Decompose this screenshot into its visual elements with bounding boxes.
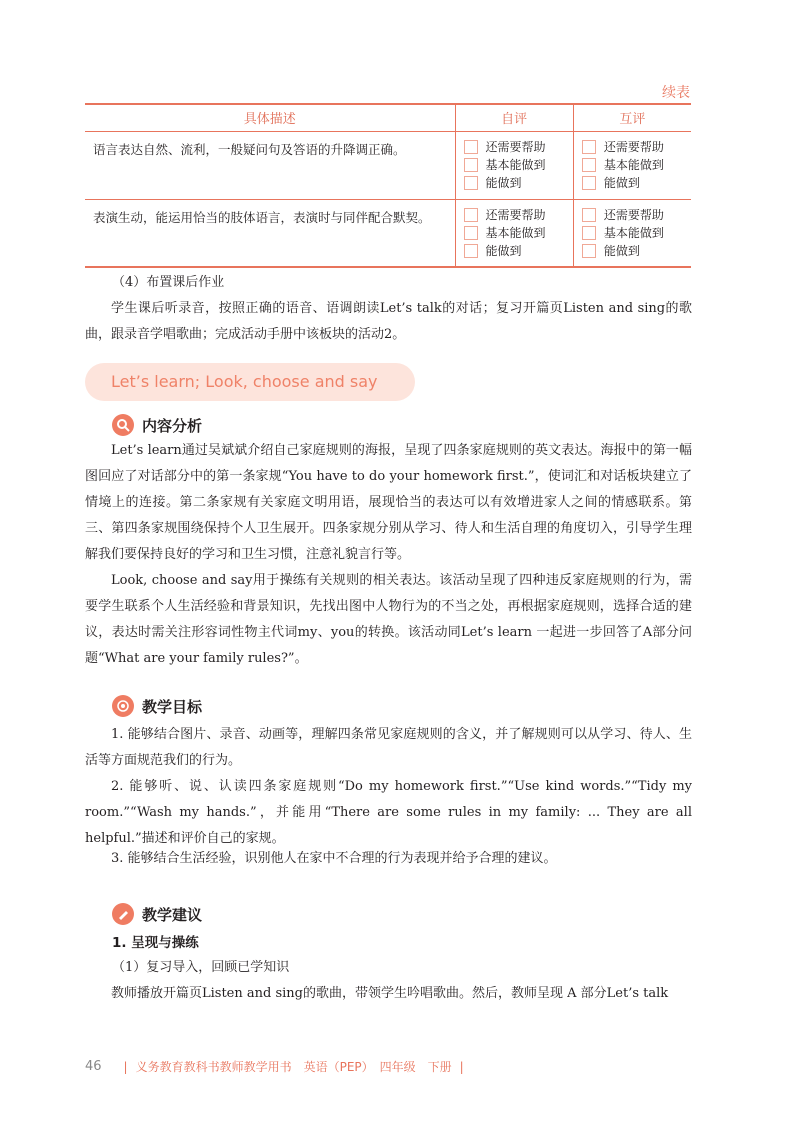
checkbox-option[interactable] <box>464 224 573 242</box>
page-footer <box>85 1058 472 1075</box>
goal-item-3: 3. 能够结合生活经验，识别他人在家中不合理的行为表现并给予合理的建议。 <box>111 851 557 866</box>
checkbox-option[interactable] <box>464 206 573 224</box>
homework-text: 学生课后听录音，按照正确的语音、语调朗读Let’s talk的对话；复习开篇页Listen and sing的歌曲，跟录音学唱歌曲；完成活动手册中该板块的活动2。 <box>85 301 692 342</box>
checkbox-option[interactable] <box>582 224 691 242</box>
pencil-icon <box>112 903 134 925</box>
option-label: 还需要帮助 <box>603 140 664 154</box>
header-description: 具体描述 <box>85 104 455 131</box>
self-eval-options <box>455 131 573 199</box>
checkbox-option[interactable] <box>464 156 573 174</box>
checkbox-option[interactable] <box>582 156 691 174</box>
banner-title: Let’s learn; Look, choose and say <box>111 372 378 391</box>
option-label: 基本能做到 <box>485 158 546 172</box>
checkbox-icon[interactable] <box>582 140 596 154</box>
analysis-paragraph-1: Let’s learn通过吴斌斌介绍自己家庭规则的海报，呈现了四条家庭规则的英文表达。海报中的第一幅图回应了对话部分中的第一条家规“You have to do your homework first.”，使词汇和对话板块建立了情境上的连接。第二条家规有关家庭文明用语，展现恰当的表达可以有效增进家人之间的情感联系。第三、第四条家规围绕保持个人卫生展开。四条家规分别从学习、待人和生活自理的角度切入，引导学生理解我们要保持良好的学习和卫生习惯，注意礼貌言行等。 <box>85 443 692 562</box>
section-banner <box>85 363 415 401</box>
checkbox-icon[interactable] <box>582 176 596 190</box>
option-label: 基本能做到 <box>485 226 546 240</box>
header-self-eval: 自评 <box>455 104 573 131</box>
table-header-row <box>85 104 691 131</box>
homework-title: （4）布置课后作业 <box>112 275 225 290</box>
option-label: 还需要帮助 <box>485 208 546 222</box>
checkbox-icon[interactable] <box>582 208 596 222</box>
suggestions-heading <box>112 903 202 925</box>
checkbox-icon[interactable] <box>464 208 478 222</box>
option-label: 还需要帮助 <box>603 208 664 222</box>
checkbox-icon[interactable] <box>582 244 596 258</box>
self-eval-options <box>455 199 573 267</box>
option-label: 基本能做到 <box>603 226 664 240</box>
option-label: 能做到 <box>485 244 522 258</box>
peer-eval-options <box>573 131 691 199</box>
option-label: 能做到 <box>603 176 640 190</box>
checkbox-option[interactable] <box>582 138 691 156</box>
checkbox-icon[interactable] <box>464 140 478 154</box>
row-description: 表演生动，能运用恰当的肢体语言，表演时与同伴配合默契。 <box>85 199 455 267</box>
analysis-paragraph-2: Look, choose and say用于操练有关规则的相关表达。该活动呈现了四种违反家庭规则的行为，需要学生联系个人生活经验和背景知识，先找出图中人物行为的不当之处，再根据家庭规则，选择合适的建议，表达时需关注形容词性物主代词my、you的转换。该活动同Let’s learn 一起进一步回答了A部分问题“What are your family rules?”。 <box>85 573 692 666</box>
goal-item-2: 2. 能够听、说、认读四条家庭规则“Do my homework first.”“Use kind words.”“Tidy my room.”“Wash my hands.”，并能用“There are some rules in my family: ... They are all helpful.”描述和评价自己的家规。 <box>85 779 692 846</box>
checkbox-option[interactable] <box>464 242 573 260</box>
table-row <box>85 199 691 267</box>
footer-divider: | <box>459 1059 464 1074</box>
checkbox-option[interactable] <box>464 174 573 192</box>
goals-title: 教学目标 <box>142 697 203 716</box>
checkbox-icon[interactable] <box>582 158 596 172</box>
option-label: 能做到 <box>485 176 522 190</box>
book-title: 义务教育教科书教师教学用书 英语（PEP） 四年级 下册 <box>135 1060 452 1074</box>
goal-item-1: 1. 能够结合图片、录音、动画等，理解四条常见家庭规则的含义，并了解规则可以从学习、待人、生活等方面规范我们的行为。 <box>85 727 692 768</box>
suggestions-text: 教师播放开篇页Listen and sing的歌曲，带领学生吟唱歌曲。然后，教师呈现 A 部分Let’s talk <box>111 986 669 1001</box>
header-peer-eval: 互评 <box>573 104 691 131</box>
peer-eval-options <box>573 199 691 267</box>
suggestions-sub-1: 1. 呈现与操练 <box>112 935 199 951</box>
checkbox-option[interactable] <box>582 206 691 224</box>
table-row <box>85 131 691 199</box>
target-icon <box>112 695 134 717</box>
checkbox-option[interactable] <box>582 242 691 260</box>
checkbox-option[interactable] <box>582 174 691 192</box>
option-label: 能做到 <box>603 244 640 258</box>
search-icon <box>112 414 134 436</box>
checkbox-option[interactable] <box>464 138 573 156</box>
continued-label: 续表 <box>662 85 690 101</box>
suggestions-title: 教学建议 <box>142 905 203 924</box>
checkbox-icon[interactable] <box>464 176 478 190</box>
suggestions-sub-2: （1）复习导入，回顾已学知识 <box>112 960 290 975</box>
analysis-title: 内容分析 <box>142 416 203 435</box>
option-label: 还需要帮助 <box>485 140 546 154</box>
row-description: 语言表达自然、流利，一般疑问句及答语的升降调正确。 <box>85 131 455 199</box>
evaluation-table <box>85 103 691 268</box>
analysis-heading <box>112 414 202 436</box>
option-label: 基本能做到 <box>603 158 664 172</box>
footer-divider: | <box>123 1059 128 1074</box>
page-number: 46 <box>85 1059 102 1074</box>
checkbox-icon[interactable] <box>464 158 478 172</box>
checkbox-icon[interactable] <box>582 226 596 240</box>
checkbox-icon[interactable] <box>464 244 478 258</box>
checkbox-icon[interactable] <box>464 226 478 240</box>
goals-heading <box>112 695 202 717</box>
